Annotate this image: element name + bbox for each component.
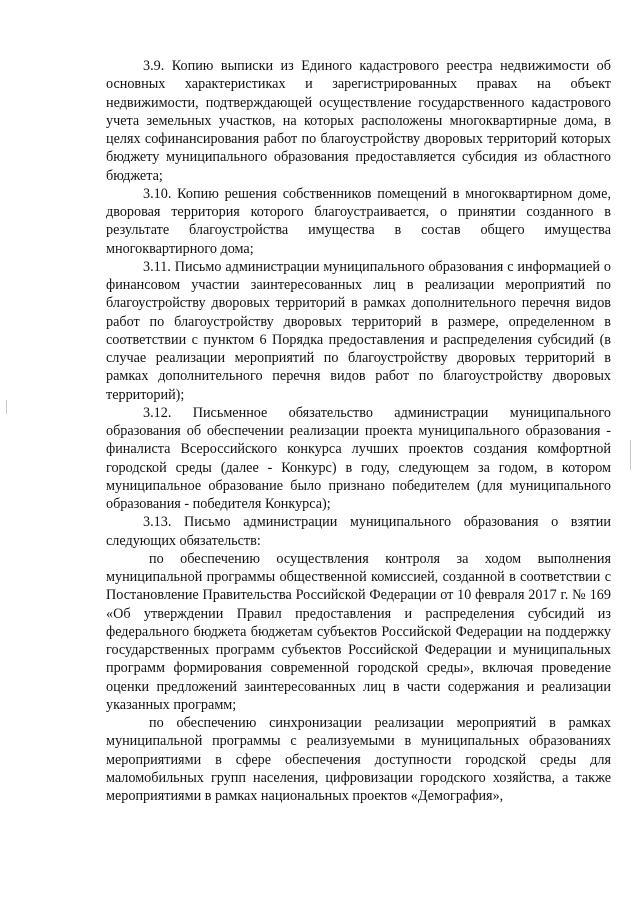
- scan-edge-mark: [630, 440, 631, 470]
- paragraph-3-9: 3.9. Копию выписки из Единого кадастрового реестра недвижимости об основных характеристиках и зарегистрированных правах на объект недвижимости, подтверждающей осуществление государственного кадастрового учета земельных участков, на которых расположены многоквартирные дома, в целях софинансирования работ по благоустройству дворовых территорий которых бюджету муниципального образования предоставляется субсидия из областного бюджета;: [106, 58, 611, 184]
- paragraph-obligation-synchronization: по обеспечению синхронизации реализации мероприятий в рамках муниципальной программы с реализуемыми в муниципальных образованиях мероприятиями в сфере обеспечения доступности городской среды для маломобильных групп населения, цифровизации городского хозяйства, а также мероприятиями в рамках национальных проектов «Демография»,: [106, 715, 611, 804]
- paragraph-3-11: 3.11. Письмо администрации муниципального образования с информацией о финансовом участии заинтересованных лиц в реализации мероприятий по благоустройству дворовых территорий в рамках дополнительного перечня видов работ по благоустройству дворовых территорий в размере, определенном в соответствии с пунктом 6 Порядка предоставления и распределения субсидий (в случае реализации мероприятий по благоустройству дворовых территорий в рамках дополнительного перечня видов работ по благоустройству дворовых территорий);: [106, 258, 611, 403]
- paragraph-obligation-control: по обеспечению осуществления контроля за ходом выполнения муниципальной программы общественной комиссией, созданной в соответствии с Постановление Правительства Российской Федерации от 10 февраля 2017 г. № 169 «Об утверждении Правил предоставления и распределения субсидий из федерального бюджета бюджетам субъектов Российской Федерации на поддержку государственных программ субъектов Российской Федерации и муниципальных программ формирования современной городской среды», включая проведение оценки предложений заинтересованных лиц в части содержания и реализации указанных программ;: [106, 550, 611, 713]
- paragraph-3-12: 3.12. Письменное обязательство администрации муниципального образования об обеспечении реализации проекта муниципального образования - финалиста Всероссийского конкурса лучших проектов создания комфортной городской среды (далее - Конкурс) в году, следующем за годом, в котором муниципальное образование было признано победителем (для муниципального образования - победителя Конкурса);: [106, 404, 611, 512]
- paragraph-3-10: 3.10. Копию решения собственников помещений в многоквартирном доме, дворовая территория которого благоустраивается, о принятии созданного в результате благоустройства имущества в состав общего имущества многоквартирного дома;: [106, 185, 611, 257]
- paragraph-3-13: 3.13. Письмо администрации муниципального образования о взятии следующих обязательств:: [106, 514, 611, 549]
- scan-edge-mark: [6, 400, 7, 414]
